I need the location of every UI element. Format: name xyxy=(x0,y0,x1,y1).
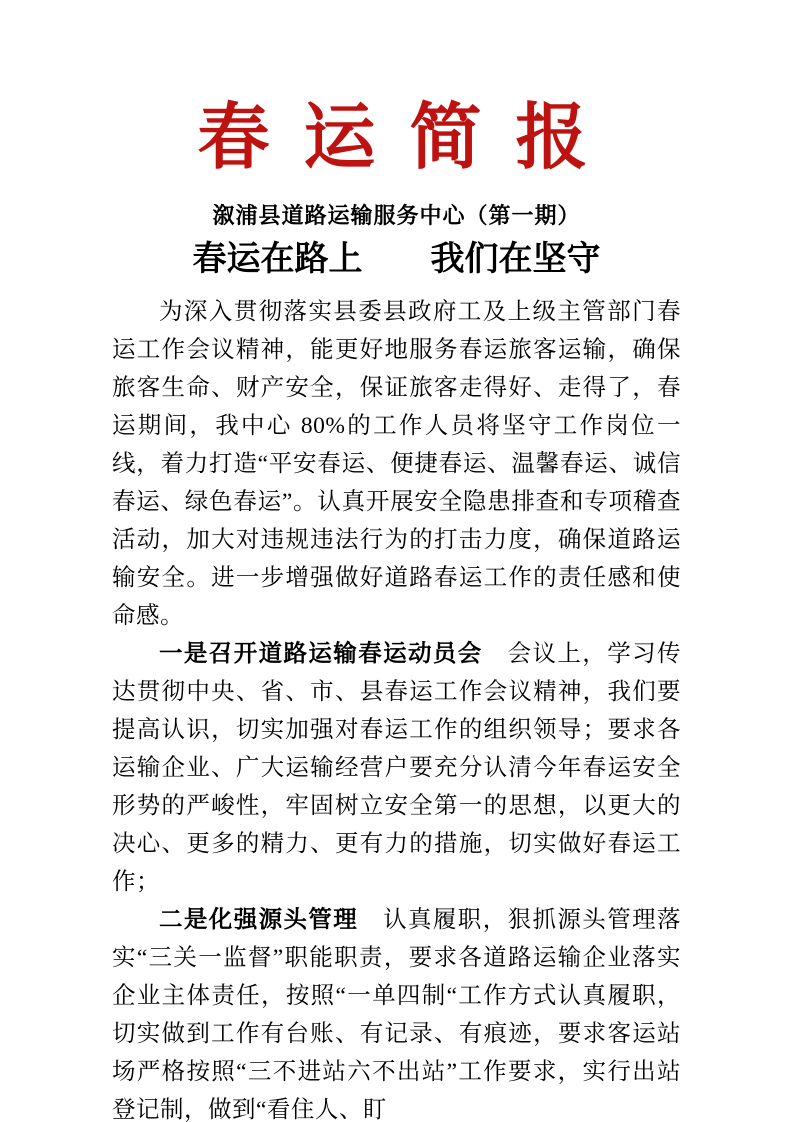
paragraph-item-two xyxy=(112,901,681,1122)
article-headline: 春运在路上 我们在坚守 xyxy=(192,239,601,278)
paragraph-item-one xyxy=(112,635,681,901)
paragraph-intro xyxy=(112,293,681,635)
paragraph-item-two-text: 认真履职，狠抓源头管理落实“三关一监督”职能职责，要求各道路运输企业落实企业主体责任，按照“一单四制“工作方式认真履职，切实做到工作有台账、有记录、有痕迹，要求客运站场严格按照“三不进站六不出站”工作要求，实行出站登记制，做到“看住人、盯 xyxy=(112,906,682,1122)
paragraph-intro-text: 为深入贯彻落实县委县政府工及上级主管部门春运工作会议精神，能更好地服务春运旅客运输，确保旅客生命、财产安全，保证旅客走得好、走得了，春运期间，我中心 80%的工作人员将坚守工作岗位一线，着力打造“平安春运、便捷春运、温馨春运、诚信春运、绿色春运”。认真开展安全隐患排查和专项稽查活动，加大对违规违法行为的打击力度，确保道路运输安全。进一步增强做好道路春运工作的责任感和使命感。 xyxy=(112,298,681,629)
paragraph-item-two-lead: 二是化强源头管理 xyxy=(159,906,359,933)
paragraph-item-one-lead: 一是召开道路运输春运动员会 xyxy=(159,640,483,667)
article-body xyxy=(112,293,681,1122)
bulletin-title: 春 运 简 报 xyxy=(197,98,596,178)
paragraph-item-one-text: 会议上，学习传达贯彻中央、省、市、县春运工作会议精神，我们要提高认识，切实加强对春运工作的组织领导；要求各运输企业、广大运输经营户要充分认清今年春运安全形势的严峻性，牢固树立安全第一的思想，以更大的决心、更多的精力、更有力的措施，切实做好春运工作； xyxy=(112,640,682,895)
issuing-org-line: 溆浦县道路运输服务中心（第一期） xyxy=(212,202,581,228)
